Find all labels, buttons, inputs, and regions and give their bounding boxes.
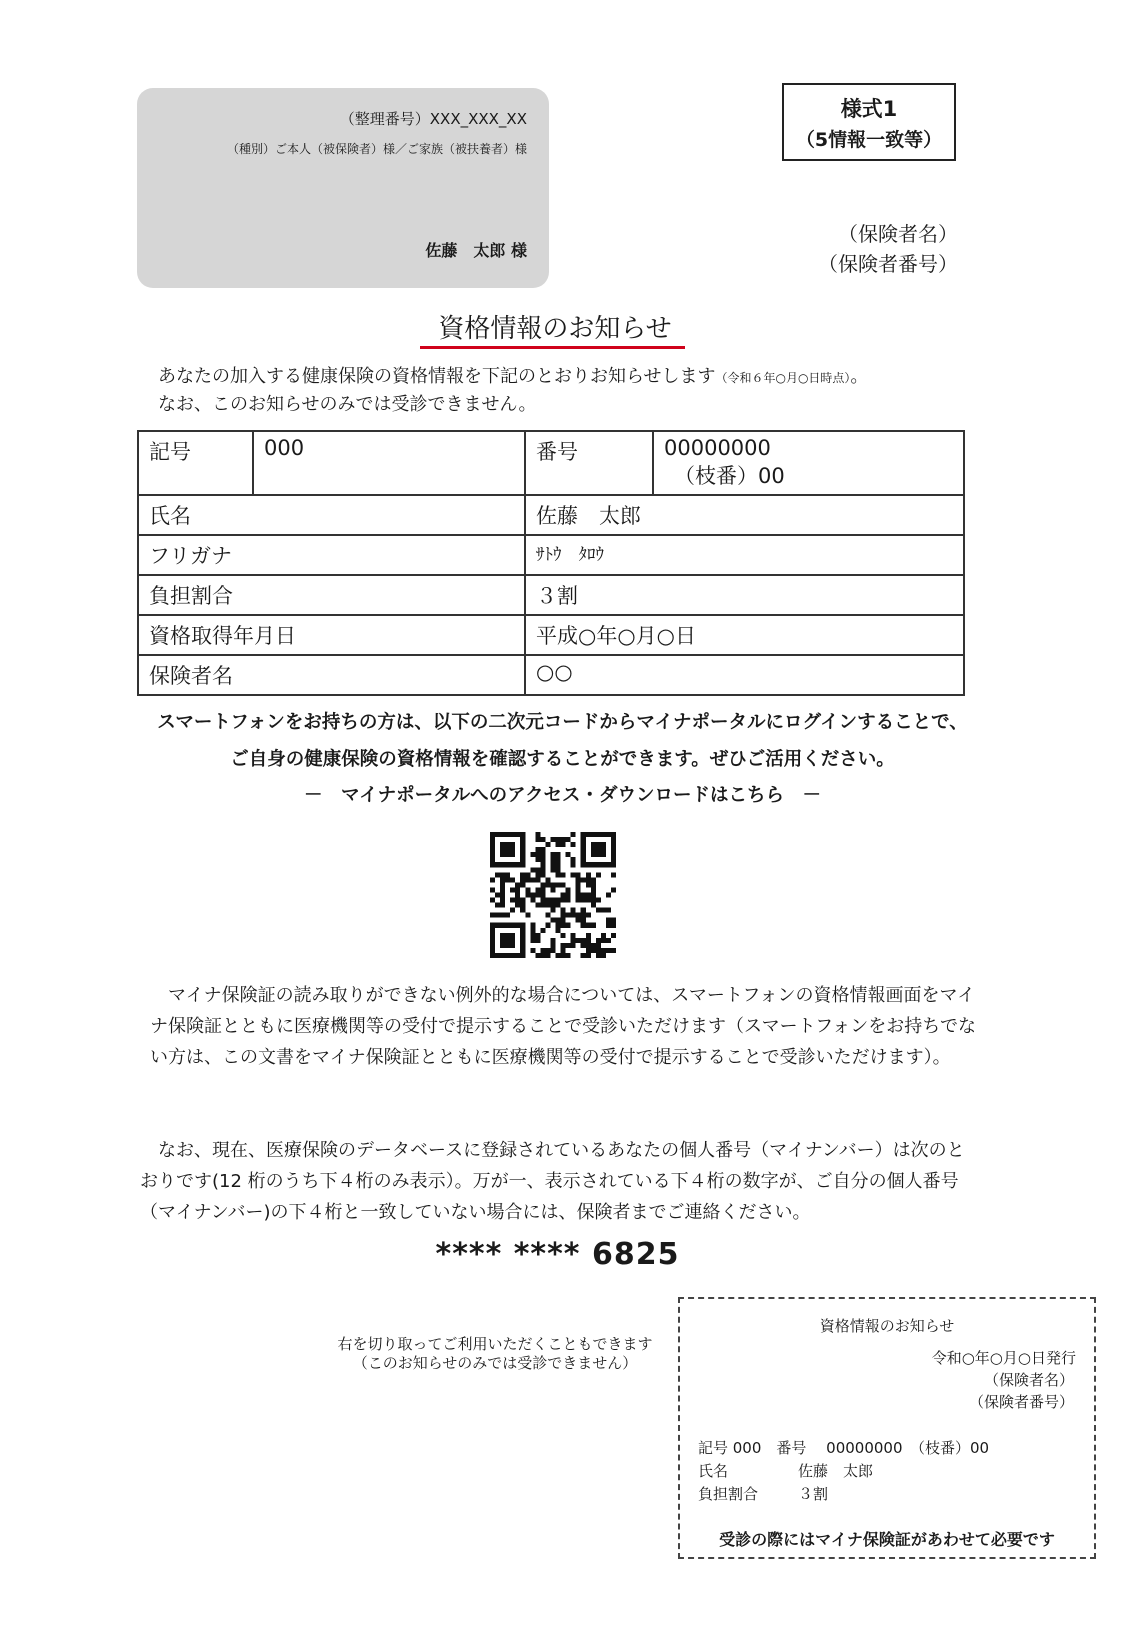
- table-row: [138, 615, 964, 655]
- symbol-label: 記号: [138, 431, 253, 495]
- insurer-name: （保険者名）: [838, 222, 958, 246]
- insurer-value: ○○: [525, 655, 964, 695]
- number-cell: [653, 431, 964, 495]
- intro-line-1: [158, 362, 868, 388]
- card-burden-label: 負担割合: [698, 1485, 759, 1503]
- masked-my-number: **** **** 6825: [435, 1237, 680, 1272]
- card-burden-row: [698, 1483, 828, 1504]
- exception-text: マイナ保険証の読み取りができない例外的な場合については、スマートフォンの資格情報画面をマイナ保険証とともに医療機関等の受付で提示することで受診いただけます（スマートフォンをお持ちでない方は、この文書をマイナ保険証とともに医療機関等の受付で提示することで受診いただけます）。: [150, 985, 977, 1068]
- card-symbol-number-row: 記号 000 番号 00000000 （枝番）00: [698, 1439, 990, 1457]
- card-name-row: [698, 1460, 873, 1481]
- form-type-box: [782, 83, 956, 161]
- address-label: [137, 88, 549, 288]
- card-insurer-name: （保険者名）: [983, 1371, 1074, 1389]
- intro-main-text: あなたの加入する健康保険の資格情報を下記のとおりお知らせします: [158, 366, 716, 387]
- intro-period: 。: [850, 366, 869, 387]
- form-type-number: 様式1: [840, 97, 898, 121]
- number-label: 番号: [525, 431, 653, 495]
- form-type-note: （5情報一致等）: [795, 129, 943, 151]
- reference-number: （整理番号）XXX_XXX_XX: [339, 110, 527, 128]
- cut-off-note: [320, 1335, 670, 1373]
- smartphone-notice-line-1: スマートフォンをお持ちの方は、以下の二次元コードからマイナポータルにログインすることで、: [157, 712, 968, 733]
- card-insurer-number: （保険者番号）: [968, 1393, 1074, 1411]
- cut-off-note-line-2: （このお知らせのみでは受診できません）: [352, 1354, 638, 1372]
- acquisition-date-value: 平成○年○月○日: [525, 615, 964, 655]
- table-row: [138, 655, 964, 695]
- furigana-value: ｻﾄｳ ﾀﾛｳ: [525, 535, 964, 575]
- tear-off-card[interactable]: [678, 1297, 1096, 1559]
- portal-access-heading: － マイナポータルへのアクセス・ダウンロードはこちら －: [303, 785, 822, 806]
- acquisition-date-label: 資格取得年月日: [138, 615, 525, 655]
- insurer-label: 保険者名: [138, 655, 525, 695]
- card-burden-value: ３割: [798, 1485, 829, 1503]
- name-label: 氏名: [138, 495, 525, 535]
- qr-code-icon[interactable]: [490, 832, 616, 958]
- table-row: [138, 431, 964, 495]
- furigana-label: フリガナ: [138, 535, 525, 575]
- card-issue-date: 令和○年○月○日発行: [931, 1349, 1076, 1367]
- smartphone-notice-line-2: ご自身の健康保険の資格情報を確認することができます。ぜひご活用ください。: [230, 749, 895, 770]
- table-row: [138, 575, 964, 615]
- recipient-category: （種別）ご本人（被保険者）様／ご家族（被扶養者）様: [226, 142, 527, 156]
- symbol-value: 000: [253, 431, 525, 495]
- burden-ratio-value: ３割: [525, 575, 964, 615]
- insurer-number: （保険者番号）: [818, 252, 958, 276]
- cut-off-note-line-1: 右を切り取ってご利用いただくこともできます: [337, 1335, 653, 1353]
- table-row: [138, 535, 964, 575]
- intro-line-2: なお、このお知らせのみでは受診できません。: [158, 394, 537, 415]
- table-row: [138, 495, 964, 535]
- qualification-table: [137, 430, 965, 696]
- my-number-text: なお、現在、医療保険のデータベースに登録されているあなたの個人番号（マイナンバー）は次のとおりです(12 桁のうち下４桁のみ表示）。万が一、表示されている下４桁の数字が、ご自分の個人番号（マイナンバー)の下４桁と一致していない場合には、保険者までご連絡ください。: [140, 1140, 965, 1223]
- my-number-paragraph: [140, 1135, 982, 1228]
- name-value: 佐藤 太郎: [525, 495, 964, 535]
- card-name-label: 氏名: [698, 1462, 729, 1480]
- exception-paragraph: [150, 980, 980, 1073]
- card-footer-note: 受診の際にはマイナ保険証があわせて必要です: [719, 1530, 1055, 1549]
- document-title: 資格情報のお知らせ: [438, 314, 672, 344]
- branch-number: （枝番）00: [674, 464, 785, 488]
- recipient-name: 佐藤 太郎 様: [425, 241, 527, 260]
- intro-reference-date: （令和６年○月○日時点）: [715, 371, 851, 385]
- burden-ratio-label: 負担割合: [138, 575, 525, 615]
- title-underline: [420, 346, 685, 349]
- card-title: 資格情報のお知らせ: [819, 1317, 955, 1335]
- number-value: 00000000: [664, 436, 771, 460]
- card-name-value: 佐藤 太郎: [798, 1462, 874, 1480]
